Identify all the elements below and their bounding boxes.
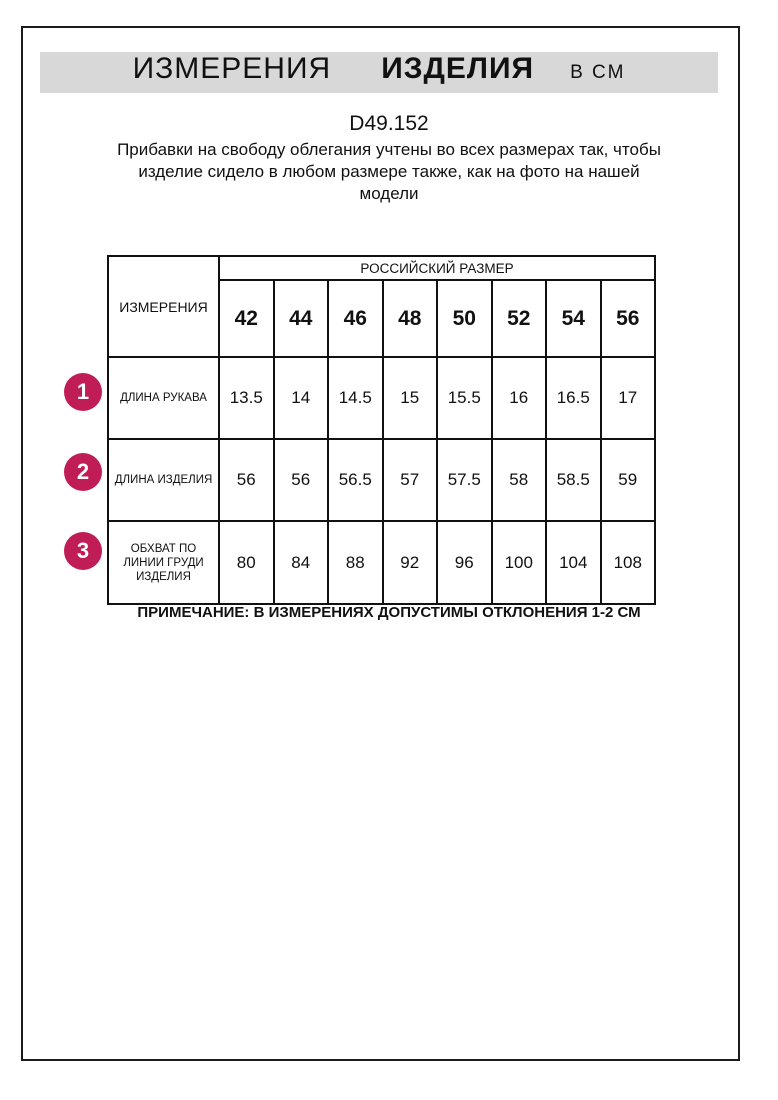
value-cell: 58.5: [546, 439, 601, 521]
value-cell: 80: [219, 521, 274, 604]
header-units: В СМ: [570, 62, 626, 83]
size-header-cell: 44: [274, 280, 329, 357]
value-cell: 92: [383, 521, 438, 604]
header-title-product: ИЗДЕЛИЯ: [381, 52, 535, 85]
value-cell: 104: [546, 521, 601, 604]
description-line-1: Прибавки на свободу облегания учтены во всех размерах так, чтобы: [117, 140, 661, 159]
row-label: ОБХВАТ ПО ЛИНИИ ГРУДИ ИЗДЕЛИЯ: [108, 521, 219, 604]
row-label: ДЛИНА ИЗДЕЛИЯ: [108, 439, 219, 521]
value-cell: 13.5: [219, 357, 274, 439]
value-cell: 17: [601, 357, 656, 439]
value-cell: 108: [601, 521, 656, 604]
value-cell: 96: [437, 521, 492, 604]
group-header-row: [108, 256, 655, 280]
size-header-cell: 42: [219, 280, 274, 357]
value-cell: 59: [601, 439, 656, 521]
value-cell: 16.5: [546, 357, 601, 439]
size-header-cell: 52: [492, 280, 547, 357]
value-cell: 14: [274, 357, 329, 439]
value-cell: 15.5: [437, 357, 492, 439]
header-bar: [40, 52, 718, 93]
row-number-badge-3: 3: [64, 532, 102, 570]
value-cell: 15: [383, 357, 438, 439]
value-cell: 56.5: [328, 439, 383, 521]
note-text: ПРИМЕЧАНИЕ: В ИЗМЕРЕНИЯХ ДОПУСТИМЫ ОТКЛОНЕНИЯ 1-2 СМ: [137, 604, 641, 621]
value-cell: 84: [274, 521, 329, 604]
value-cell: 88: [328, 521, 383, 604]
size-table: [107, 255, 656, 605]
table-row-sleeve-length: [108, 357, 655, 439]
row-label: ДЛИНА РУКАВА: [108, 357, 219, 439]
size-group-header-cell: РОССИЙСКИЙ РАЗМЕР: [219, 256, 655, 280]
table-row-chest-girth: [108, 521, 655, 604]
size-header-cell: 50: [437, 280, 492, 357]
product-code: D49.152: [349, 112, 429, 135]
description: [0, 139, 778, 205]
value-cell: 16: [492, 357, 547, 439]
size-header-cell: 54: [546, 280, 601, 357]
size-header-cell: 46: [328, 280, 383, 357]
value-cell: 100: [492, 521, 547, 604]
value-cell: 58: [492, 439, 547, 521]
corner-header-cell: ИЗМЕРЕНИЯ: [108, 256, 219, 357]
description-line-2: изделие сидело в любом размере также, как на фото на нашей: [138, 162, 640, 181]
value-cell: 57: [383, 439, 438, 521]
value-cell: 56: [274, 439, 329, 521]
description-line-3: модели: [359, 184, 419, 203]
header-title-measures: ИЗМЕРЕНИЯ: [132, 52, 332, 85]
value-cell: 57.5: [437, 439, 492, 521]
size-header-cell: 48: [383, 280, 438, 357]
row-number-badge-2: 2: [64, 453, 102, 491]
value-cell: 14.5: [328, 357, 383, 439]
row-number-badge-1: 1: [64, 373, 102, 411]
value-cell: 56: [219, 439, 274, 521]
size-header-cell: 56: [601, 280, 656, 357]
table-row-item-length: [108, 439, 655, 521]
